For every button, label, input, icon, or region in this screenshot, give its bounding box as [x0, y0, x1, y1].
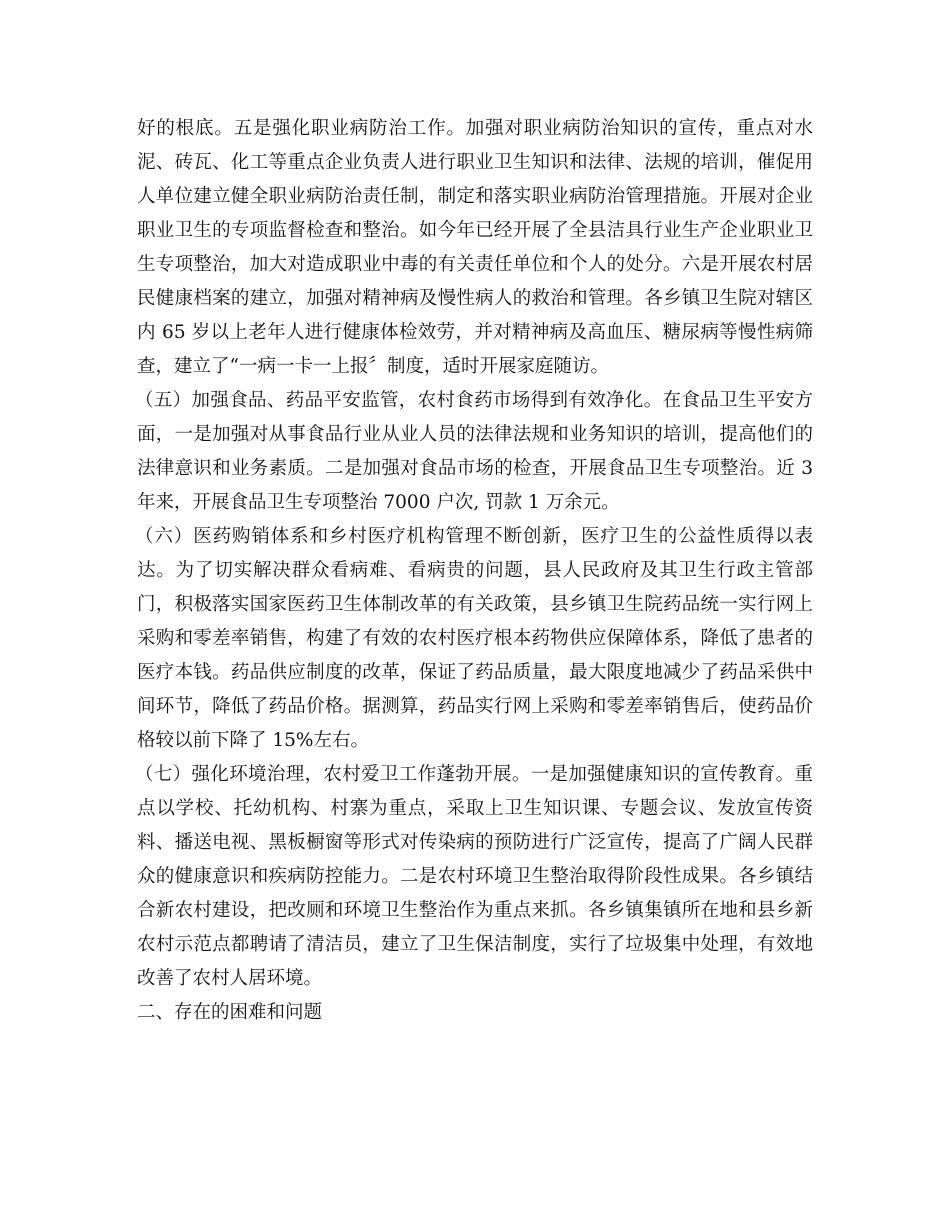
paragraph-pharma-reform: （六）医药购销体系和乡村医疗机构管理不断创新，医疗卫生的公益性质得以表达。为了切实解决群众看病难、看病贵的问题，县人民政府及其卫生行政主管部门，积极落实国家医药卫生体制改革的有关政策，县乡镇卫生院药品统一实行网上采购和零差率销售，构建了有效的农村医疗根本药物供应保障体系，降低了患者的医疗本钱。药品供应制度的改革，保证了药品质量，最大限度地减少了药品采供中间环节，降低了药品价格。据测算，药品实行网上采购和零差率销售后，使药品价格较以前下降了 15%左右。 — [135, 526, 813, 751]
paragraph-food-drug-safety: （五）加强食品、药品平安监管，农村食药市场得到有效净化。在食品卫生平安方面，一是加强对从事食品行业从业人员的法律法规和业务知识的培训，提高他们的法律意识和业务素质。二是加强对食品市场的检查，开展食品卫生专项整治。近 3 年来，开展食品卫生专项整治 7000 户次, 罚款 1 万余元。 — [135, 390, 813, 513]
section-heading: 二、存在的困难和问题 — [137, 1002, 323, 1023]
paragraph-occupational-health: 好的根底。五是强化职业病防治工作。加强对职业病防治知识的宣传，重点对水泥、砖瓦、化工等重点企业负责人进行职业卫生知识和法律、法规的培训，催促用人单位建立健全职业病防治责任制，制定和落实职业病防治管理措施。开展对企业职业卫生的专项监督检查和整治。如今年已经开展了全县洁具行业生产企业职业卫生专项整治，加大对造成职业中毒的有关责任单位和个人的处分。六是开展农村居民健康档案的建立，加强对精神病及慢性病人的救治和管理。各乡镇卫生院对辖区内 65 岁以上老年人进行健康体检效劳，并对精神病及高血压、糖尿病等慢性病筛查，建立了“一病一卡一上报〞制度，适时开展家庭随访。 — [137, 118, 813, 377]
document-page — [137, 112, 813, 1030]
paragraph-environment: （七）强化环境治理，农村爱卫工作蓬勃开展。一是加强健康知识的宣传教育。重点以学校、托幼机构、村寨为重点，采取上卫生知识课、专题会议、发放宣传资料、播送电视、黑板橱窗等形式对传染病的预防进行广泛宣传，提高了广阔人民群众的健康意识和疾病防控能力。二是农村环境卫生整治取得阶段性成果。各乡镇结合新农村建设，把改厕和环境卫生整治作为重点来抓。各乡镇集镇所在地和县乡新农村示范点都聘请了清洁员，建立了卫生保洁制度，实行了垃圾集中处理，有效地改善了农村人居环境。 — [135, 764, 813, 989]
